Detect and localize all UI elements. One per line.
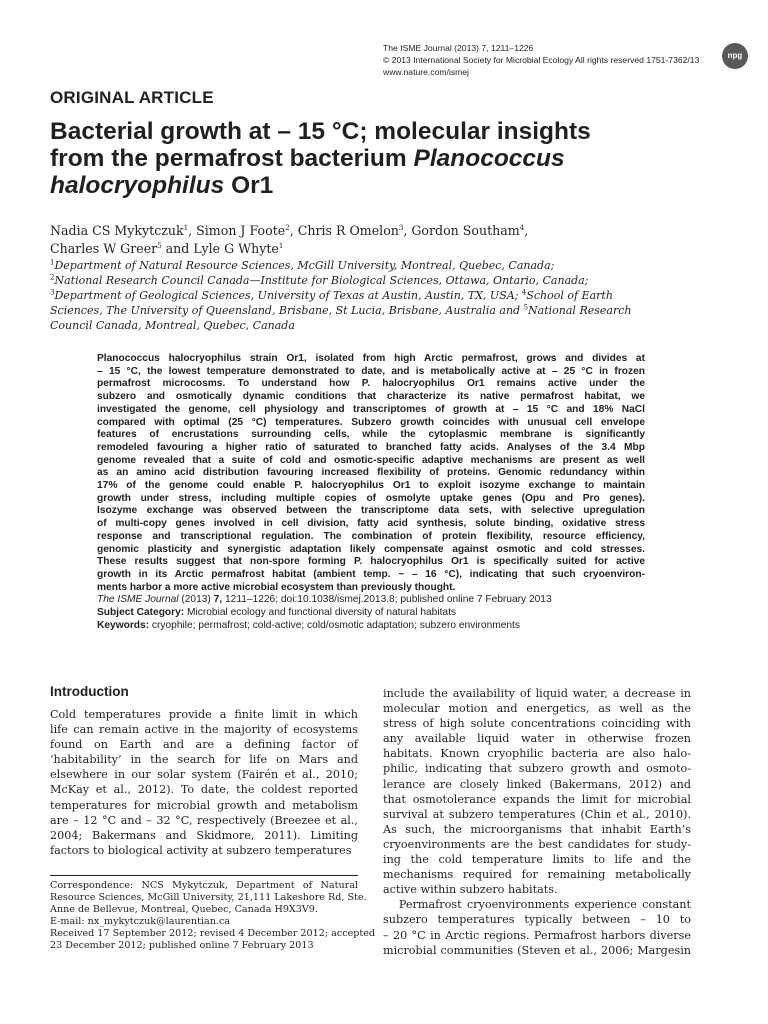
footnote-line: Received 17 September 2012; revised 4 December 2012; accepted	[50, 928, 376, 939]
title-genus: Planococcus	[413, 145, 565, 172]
left-column	[50, 684, 358, 858]
npg-logo: npg	[722, 43, 748, 69]
abstract-line: genome revealed that a suite of cold and osmotic-specific adaptive mechanisms are present as well	[97, 454, 645, 466]
author: Chris R Omelon$^3$	[297, 223, 404, 238]
body-line: – 20 °C in Arctic regions. Permafrost harbors diverse	[383, 928, 691, 942]
body-line: ‘habitability’ in the search for life on Mars and	[50, 753, 358, 767]
affiliations	[50, 258, 720, 333]
abstract-line: subzero and osmotically dynamic conditions that characterize its native permafrost habitat, we	[97, 391, 645, 403]
title-species: halocryophilus	[50, 172, 225, 199]
correspondence-footnote	[50, 875, 376, 952]
body-line: elsewhere in our solar system (Fairén et al., 2010;	[50, 768, 358, 782]
abstract-line: features of encrustations surrounding cells, while the cytoplasmic membrane is significantly	[97, 429, 645, 441]
footnote-line: 23 December 2012; published online 7 February 2013	[50, 940, 314, 951]
abstract-line: Isozyme exchange was observed between the transcriptome data sets, with selective upregulation	[97, 505, 645, 517]
abstract-line: These results suggest that non-spore forming P. halocryophilus Or1 is specifically suited for active	[97, 556, 645, 568]
body-line: temperatures for microbial growth and metabolism	[50, 798, 358, 812]
body-line: subzero temperatures typically between – 10 to	[383, 913, 691, 927]
keywords: Keywords: cryophile; permafrost; cold-active; cold/osmotic adaptation; subzero environments	[97, 619, 520, 631]
footnote-line: Correspondence: NCS Mykytczuk, Department of Natural	[50, 880, 358, 891]
abstract-line: permafrost microcosms. To understand how P. halocryophilus Or1 remains active under the	[97, 378, 645, 390]
body-line: ing the cold temperature limits to life and the	[383, 853, 691, 867]
abstract-line: 17% of the genome could enable P. halocryophilus Or1 to exploit isozyme exchange to maintain	[97, 480, 645, 492]
author: Gordon Southam$^4$	[411, 223, 525, 238]
title-text: from the permafrost bacterium	[50, 145, 414, 172]
article-type: ORIGINAL ARTICLE	[50, 88, 214, 107]
journal-header	[383, 42, 703, 78]
body-line: Permafrost cryoenvironments experience constant	[383, 898, 691, 912]
body-line: that osmotolerance expands the limit for microbial	[383, 792, 691, 806]
body-line: cryoenvironments are the best candidates for study-	[383, 837, 691, 851]
affiliation-1: $^1$Department of Natural Resource Sciences, McGill University, Montreal, Quebec, Canada;	[50, 258, 555, 272]
citation-line: The ISME Journal (2013) 7, 1211–1226; doi:10.1038/ismej.2013.8; published online 7 February 2013	[97, 594, 552, 606]
author: Nadia CS Mykytczuk$^1$	[50, 223, 189, 238]
affiliation-3-4: $^3$Department of Geological Sciences, University of Texas at Austin, Austin, TX, USA; $^4$School of Earth	[50, 288, 613, 302]
author: Lyle G Whyte$^1$	[193, 241, 284, 256]
journal-url[interactable]: www.nature.com/ismej	[383, 67, 469, 77]
body-line: found on Earth and are a defining factor of	[50, 738, 358, 752]
title-line-3	[50, 172, 730, 199]
body-line: molecular motion and energetics, as well as the	[383, 702, 691, 716]
right-column	[383, 686, 691, 958]
body-line: are – 12 °C and – 32 °C, respectively (Breezee et al.,	[50, 813, 358, 827]
article-title	[50, 118, 730, 199]
body-line: mechanisms required for remaining metabolically	[383, 868, 691, 882]
abstract-line: growth in its Arctic permafrost habitat (ambient temp. ~ – 16 °C), indicating that such cryoenviron-	[97, 568, 645, 580]
body-line: stress of high solute concentrations coinciding with	[383, 717, 691, 731]
affiliation-4-5: Sciences, The University of Queensland, Brisbane, St Lucia, Brisbane, Australia and $^5$National Research	[50, 303, 632, 317]
body-line: active within subzero habitats.	[383, 883, 558, 897]
subject-category: Subject Category: Microbial ecology and functional diversity of natural habitats	[97, 607, 457, 619]
author-list: Nadia CS Mykytczuk$^1$, Simon J Foote$^2$, Chris R Omelon$^3$, Gordon Southam$^4$, Charles W Greer$^5$ and Lyle G Whyte$^1$	[50, 223, 529, 256]
footnote-line: Anne de Bellevue, Montreal, Quebec, Canada H9X3V9.	[50, 904, 318, 915]
body-line: 2004; Bakermans and Skidmore, 2011). Limiting	[50, 828, 358, 842]
copyright-line: © 2013 International Society for Microbial Ecology All rights reserved 1751-7362/13	[383, 55, 700, 65]
body-line: factors to biological activity at subzero temperatures	[50, 843, 352, 857]
footnote-line: Resource Sciences, McGill University, 21,111 Lakeshore Rd, Ste.	[50, 892, 367, 903]
section-heading: Introduction	[50, 684, 129, 699]
abstract-line: – 15 °C, the lowest temperature demonstrated to date, and is metabolically active at – 25 °C in frozen	[97, 365, 645, 377]
abstract-line: genomic plasticity and synergistic adaptation likely compensate against osmotic and cold stresses.	[97, 543, 645, 555]
abstract-line: growth under stress, including multiple copies of osmolyte uptake genes (Opu and Pro genes).	[97, 492, 645, 504]
journal-citation: The ISME Journal (2013) 7, 1211–1226	[383, 43, 534, 53]
body-line: Cold temperatures provide a finite limit in which	[50, 708, 358, 721]
abstract-line: investigated the genome, cell physiology and transcriptomes of growth at – 15 °C and 18% NaCl	[97, 403, 645, 415]
body-line: philic, indicating that subzero growth and osmoto-	[383, 762, 691, 776]
abstract-line: compared with optimal (25 °C) temperatures. Subzero growth coincides with unusual cell envelope	[97, 416, 645, 428]
affiliation-5-cont: Council Canada, Montreal, Quebec, Canada	[50, 319, 295, 332]
abstract-line: of multi-copy genes involved in cell division, fatty acid synthesis, solute binding, oxidative stress	[97, 518, 645, 530]
body-line: lerance are closely linked (Bakermans, 2012) and	[383, 777, 691, 791]
abstract-line: response and transcriptional regulation. The combination of protein flexibility, resource efficiency,	[97, 530, 645, 542]
author: Simon J Foote$^2$	[196, 223, 290, 238]
abstract-line: remodeled favouring a higher ratio of saturated to branched fatty acids. Analyses of the 3.4 Mbp	[97, 441, 645, 453]
abstract	[97, 353, 645, 632]
author: Charles W Greer$^5$	[50, 241, 162, 256]
body-line: any available liquid water in otherwise frozen	[383, 732, 691, 746]
body-line: microbial communities (Steven et al., 2006; Margesin	[383, 943, 691, 957]
body-line: McKay et al., 2012). To date, the coldest reported	[50, 783, 358, 797]
body-line: survival at subzero temperatures (Chin et al., 2010).	[383, 807, 691, 821]
title-line-2	[50, 145, 730, 172]
body-line: include the availability of liquid water, a decrease in	[383, 687, 691, 700]
footnote-rule	[50, 875, 358, 876]
abstract-line: ments harbor a more active microbial ecosystem than previously thought.	[97, 581, 456, 593]
abstract-line: as an amino acid distribution favouring increased flexibility of proteins. Genomic redundancy within	[97, 467, 645, 479]
title-strain: Or1	[224, 172, 274, 199]
abstract-line: Planococcus halocryophilus strain Or1, isolated from high Arctic permafrost, grows and divides at	[97, 353, 645, 364]
title-line-1: Bacterial growth at – 15 °C; molecular insights	[50, 118, 591, 145]
footnote-email[interactable]: E-mail: nx_mykytczuk@laurentian.ca	[50, 916, 231, 927]
affiliation-2: $^2$National Research Council Canada—Institute for Biological Sciences, Ottawa, Ontario, Canada;	[50, 273, 589, 287]
body-line: habitats. Known cryophilic bacteria are also halo-	[383, 747, 691, 761]
body-line: As such, the microorganisms that inhabit Earth’s	[383, 822, 691, 836]
body-line: life can remain active in the majority of ecosystems	[50, 723, 358, 737]
